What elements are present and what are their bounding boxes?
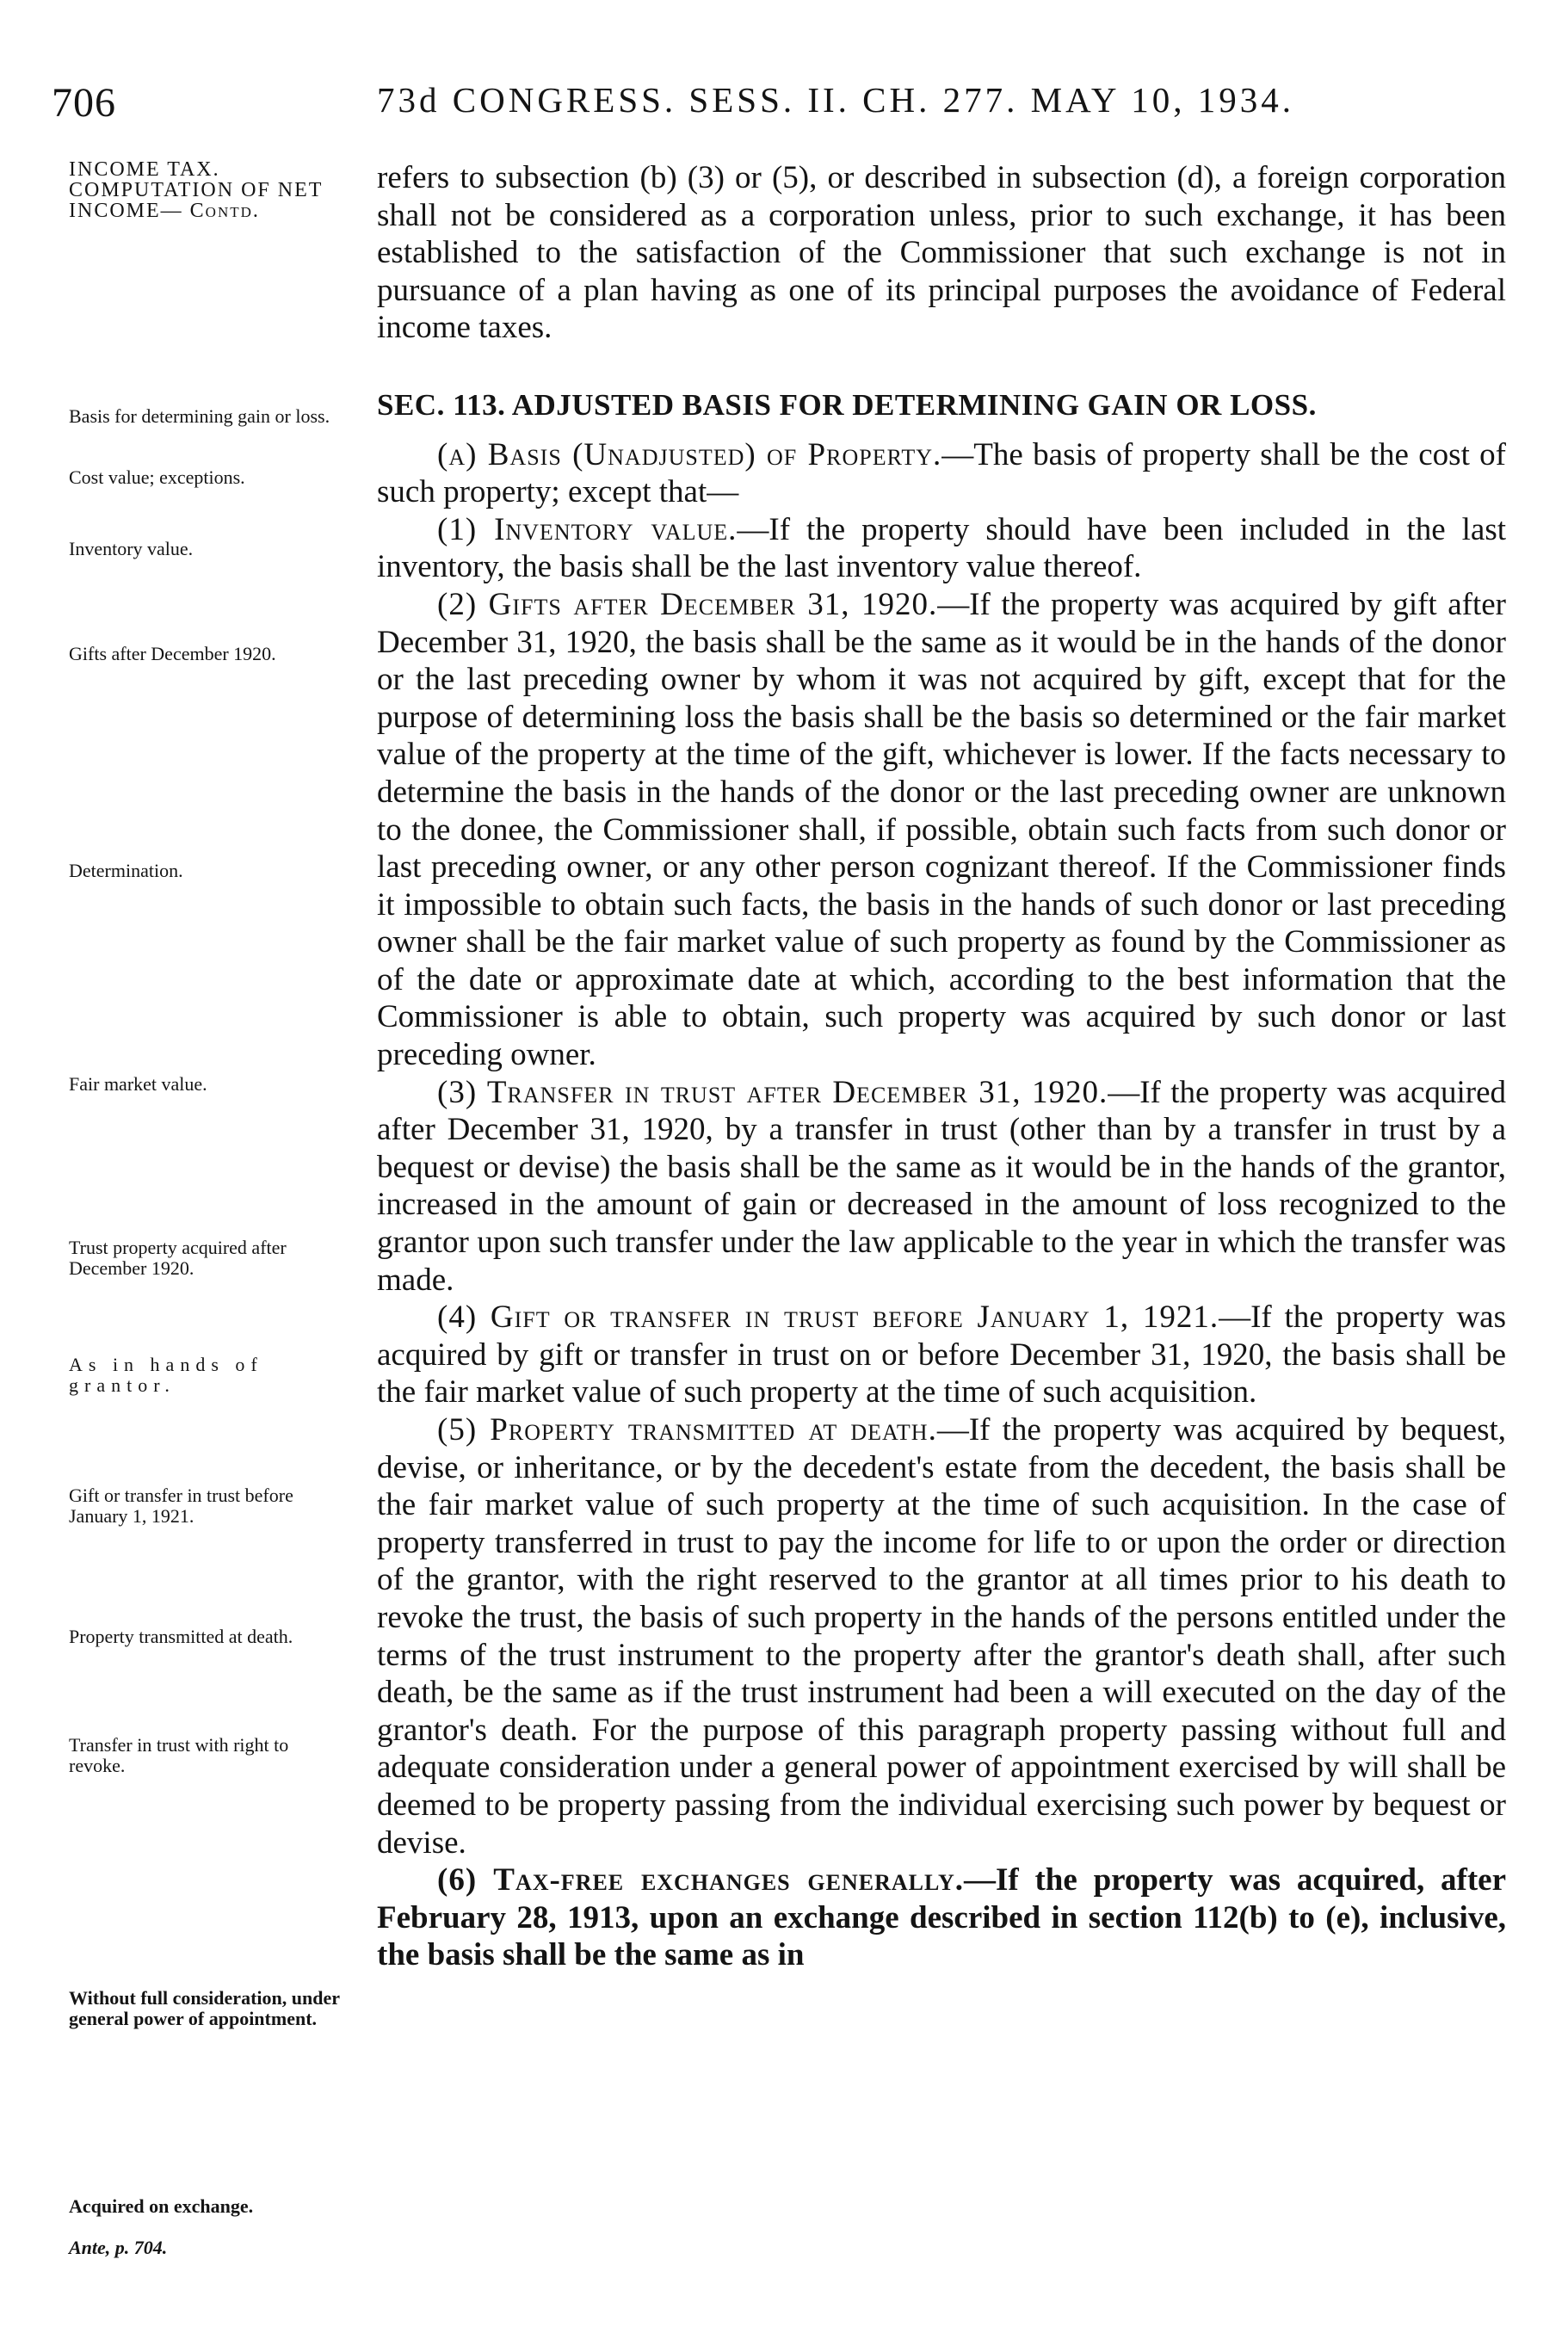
subsection-a [377,436,1506,511]
cross-reference-text: Ante, p. 704. [69,2237,168,2258]
margin-note-fair-market-value: Fair market value. [69,1073,207,1095]
paragraph-5-text: —If the property was acquired by bequest, devise, or inheritance, or by the decedent's estate from the decedent, the basis shall be the fair market value of such property at the time of such acquisition. In the case of property transferred in trust to pay the income for life to or upon the order or direction of the grantor, with the right reserved to the grantor at all times prior to his death to revoke the trust, the basis of such property in the hands of the persons entitled under the terms of the trust instrument to the property after the grantor's death shall, after such death, be the same as if the trust instrument had been a will executed on the day of the grantor's death. For the purpose of this paragraph property passing without full and adequate consideration under a general power of appointment exercised by will shall be deemed to be property passing from the individual exercising such power by bequest or devise. [377,1412,1506,1861]
paragraph-4-text: —If the property was acquired by gift or transfer in trust on or before December 31, 1920, the basis shall be the fair market value of such property at the time of such acquisition. [377,1299,1506,1411]
paragraph-1-lead: (1) Inventory value. [437,511,738,547]
paragraph-2-lead: (2) Gifts after December 31, 1920. [437,586,938,622]
margin-note-trust-property: Trust property acquired after December 1920. [69,1237,287,1279]
margin-note-general-power: Without full consideration, under general power of appointment. [69,1987,340,2029]
paragraph-3-text: —If the property was acquired after December 31, 1920, by a transfer in trust (other than by a transfer in trust by a bequest or devise) the basis shall be the same as it would be in the hands of the grantor, increased in the amount of gain or decreased in the amount of loss recognized to the grantor upon such transfer under the law applicable to the year in which the transfer was made. [377,1074,1506,1298]
margin-note-income-tax: INCOME TAX. COMPUTATION OF NET INCOME— Contd. [69,158,323,222]
margin-note-gift-before-1921: Gift or transfer in trust before January 1, 1921. [69,1485,293,1527]
margin-note-acquired-on-exchange: Acquired on exchange. [69,2195,254,2217]
paragraph-1-text: —If the property should have been included in the last inventory, the basis shall be the last inventory value thereof. [377,511,1506,585]
section-heading: SEC. 113. ADJUSTED BASIS FOR DETERMINING GAIN OR LOSS. [377,387,1317,422]
continuation-paragraph: refers to subsection (b) (3) or (5), or described in subsection (d), a foreign corporation shall not be considered as a corporation unless, prior to such exchange, it has been established to the satisfaction of the Commissioner that such exchange is not in pursuance of a plan having as one of its principal purposes the avoidance of Federal income taxes. [377,160,1506,346]
paragraph-1 [377,511,1506,586]
paragraph-6-text: —If the property was acquired, after February 28, 1913, upon an exchange described in section 112(b) to (e), inclusive, the basis shall be the same as in [377,1862,1506,1973]
paragraph-4 [377,1299,1506,1411]
paragraph-3 [377,1074,1506,1299]
margin-note-basis-determining: Basis for determining gain or loss. [69,405,330,427]
subsection-a-text: —The basis of property shall be the cost of such property; except that— [377,436,1506,510]
paragraph-6-lead: (6) Tax-free exchanges generally. [437,1862,964,1898]
paragraph-2-text: —If the property was acquired by gift after December 31, 1920, the basis shall be the same as it would be in the hands of the donor or the last preceding owner by whom it was not acquired by gift, except that for the purpose of determining loss the basis shall be the basis so determined or the fair market value of the property at the time of the gift, whichever is lower. If the facts necessary to determine the basis in the hands of the donor or the last preceding owner are unknown to the donee, the Commissioner shall, if possible, obtain such facts from such donor or last preceding owner, or any other person cognizant thereof. If the Commissioner finds it impossible to obtain such facts, the basis in the hands of such donor or last preceding owner shall be the fair market value of such property as found by the Commissioner as of the date or approximate date at which, according to the best information that the Commissioner is able to obtain, such property was acquired by such donor or last preceding owner. [377,586,1506,1073]
paragraph-5-lead: (5) Property transmitted at death. [437,1412,937,1448]
page-number: 706 [52,80,116,126]
paragraph-3-lead: (3) Transfer in trust after December 31, 1920. [437,1074,1108,1110]
margin-note-determination: Determination. [69,860,183,881]
margin-note-hands-of-grantor: As in hands of grantor. [69,1354,263,1396]
margin-note-cross-reference [69,2238,343,2258]
margin-note-inventory-value: Inventory value. [69,538,194,559]
statute-body [377,159,1506,1974]
paragraph-2 [377,586,1506,1074]
margin-notes [69,0,343,2352]
subsection-a-lead: (a) Basis (Unadjusted) of Property. [437,436,942,472]
paragraph-6 [377,1861,1506,1974]
margin-note-property-at-death: Property transmitted at death. [69,1626,293,1647]
margin-note-right-to-revoke: Transfer in trust with right to revoke. [69,1734,289,1776]
margin-note-gifts-after-december: Gifts after December 1920. [69,643,276,664]
paragraph-4-lead: (4) Gift or transfer in trust before January 1, 1921. [437,1299,1219,1336]
running-head: 73d CONGRESS. SESS. II. CH. 277. MAY 10, 1934. [377,80,1295,120]
paragraph-5 [377,1411,1506,1861]
margin-note-cost-value: Cost value; exceptions. [69,466,245,488]
